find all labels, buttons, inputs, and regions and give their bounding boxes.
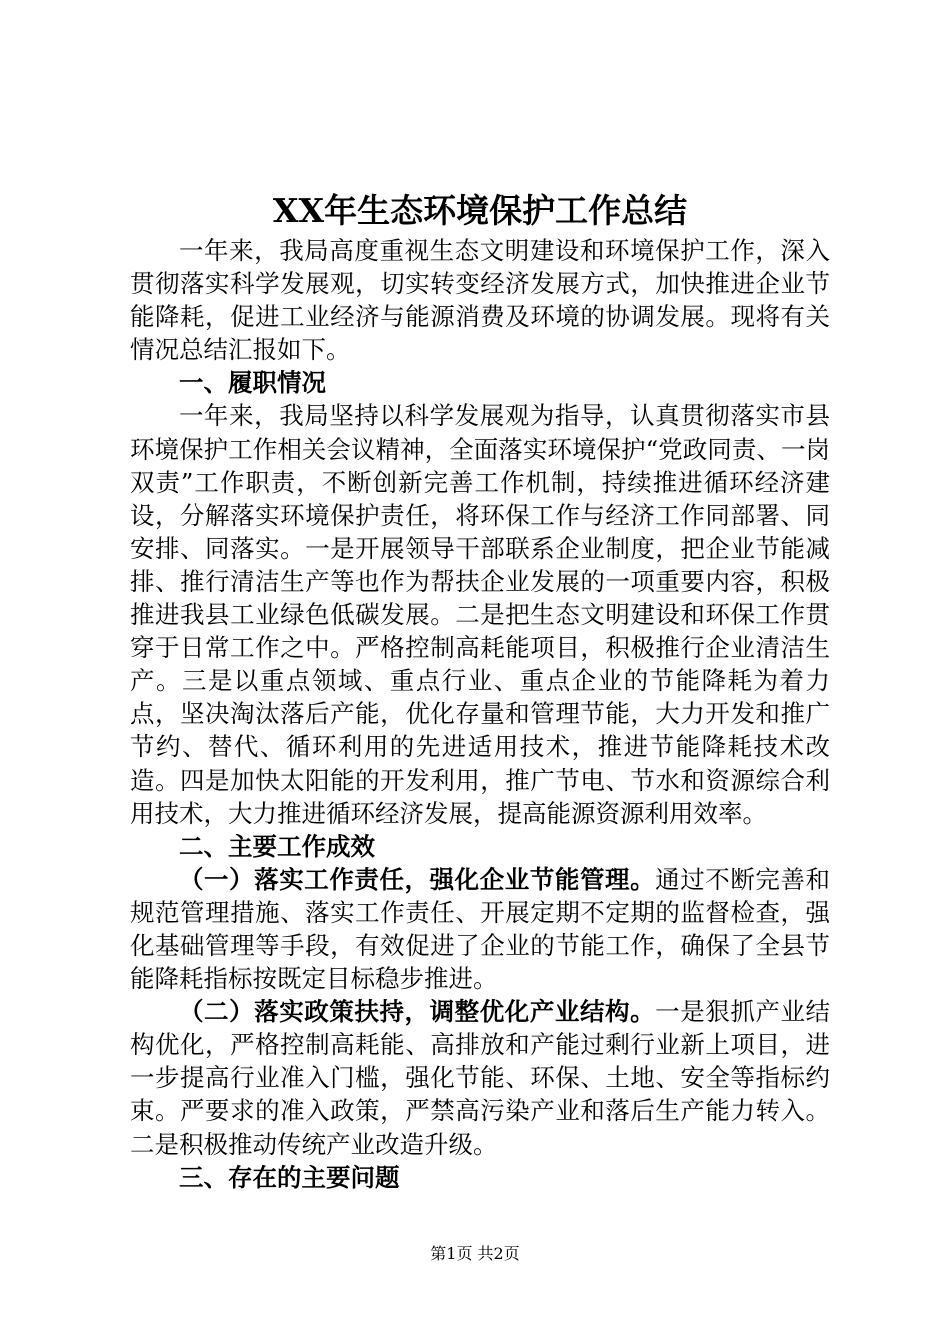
section-heading-duties: 一、履职情况 xyxy=(179,368,326,398)
intro-paragraph: 一年来，我局高度重视生态文明建设和环境保护工作，深入贯彻落实科学发展观，切实转变经济发展方式，加快推进企业节能降耗，促进工业经济与能源消费及环境的协调发展。现将有关情况总结汇报如下。 xyxy=(130,236,830,365)
achievement-item-2-body: 一是狠抓产业结构优化，严格控制高耗能、高排放和产能过剩行业新上项目，进一步提高行业准入门槛，强化节能、环保、土地、安全等指标约束。严要求的准入政策，严禁高污染产业和落后生产能力转入。二是积极推动传统产业改造升级。 xyxy=(130,997,830,1159)
achievement-item-1-body: 通过不断完善和规范管理措施、落实工作责任、开展定期不定期的监督检查，强化基础管理等手段，有效促进了企业的节能工作，确保了全县节能降耗指标按既定目标稳步推进。 xyxy=(130,864,830,994)
achievement-item-2 xyxy=(130,995,830,1160)
achievement-item-2-lead: （二）落实政策扶持，调整优化产业结构。 xyxy=(179,997,656,1027)
document-body xyxy=(130,234,830,1194)
page-footer: 第1页 共2页 xyxy=(430,1244,520,1263)
achievement-item-1-lead: （一）落实工作责任，强化企业节能管理。 xyxy=(179,864,656,894)
achievement-item-1 xyxy=(130,863,830,995)
document-title: XX年生态环境保护工作总结 xyxy=(272,191,688,230)
duties-paragraph: 一年来，我局坚持以科学发展观为指导，认真贯彻落实市县环境保护工作相关会议精神，全面落实环境保护“党政同责、一岗双责”工作职责，不断创新完善工作机制，持续推进循环经济建设，分解落实环境保护责任，将环保工作与经济工作同部署、同安排、同落实。一是开展领导干部联系企业制度，把企业节能减排、推行清洁生产等也作为帮扶企业发展的一项重要内容，积极推进我县工业绿色低碳发展。二是把生态文明建设和环保工作贯穿于日常工作之中。严格控制高耗能项目，积极推行企业清洁生产。三是以重点领域、重点行业、重点企业的节能降耗为着力点，坚决淘汰落后产能，优化存量和管理节能，大力开发和推广节约、替代、循环利用的先进适用技术，推进节能降耗技术改造。四是加快太阳能的开发利用，推广节电、节水和资源综合利用技术，大力推进循环经济发展，提高能源资源利用效率。 xyxy=(130,401,830,828)
section-heading-problems: 三、存在的主要问题 xyxy=(179,1162,400,1192)
section-heading-achievements: 二、主要工作成效 xyxy=(179,831,375,861)
